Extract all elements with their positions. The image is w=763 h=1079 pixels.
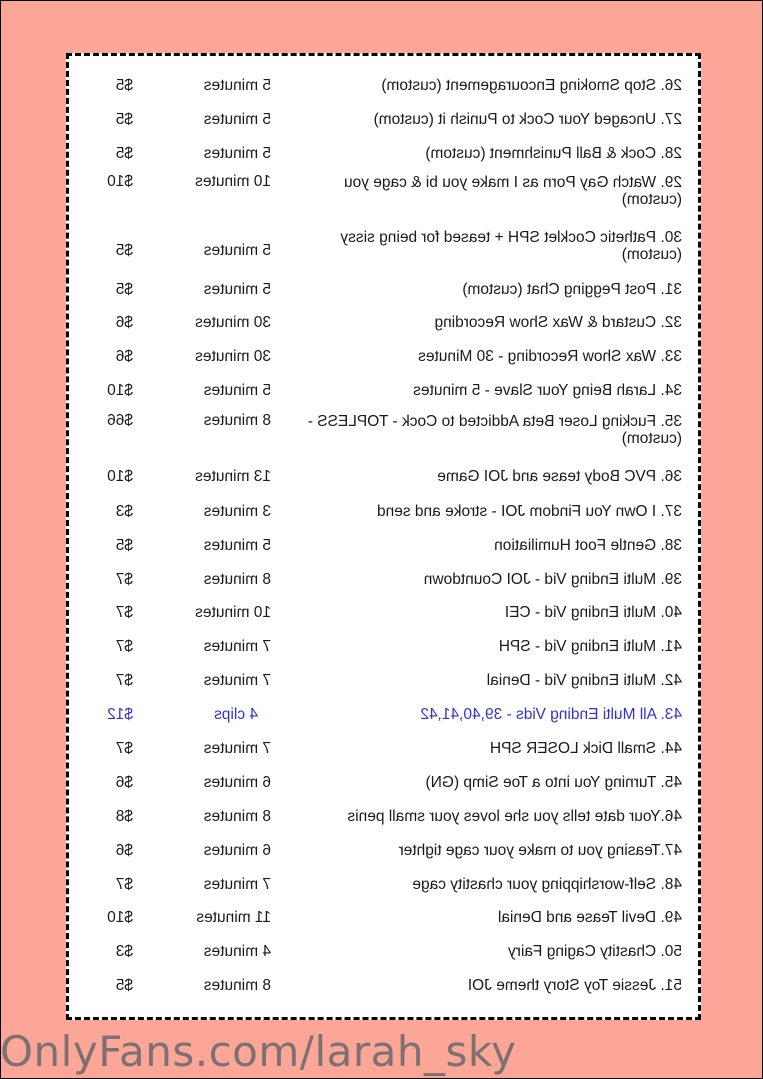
item-duration: 30 minutes [195,348,271,365]
item-price: $10 [107,468,133,485]
item-title: 50. Chastity Caging Fairy [507,943,682,960]
item-title: 40. Multi Ending Vid - CEI [504,604,682,621]
item-price: $10 [107,909,133,926]
item-price: $5 [115,145,133,162]
item-price: $3 [115,503,133,520]
item-price: $5 [115,537,133,554]
item-duration: 8 minutes [203,808,271,825]
item-title: 42. Multi Ending Vid - Denial [486,672,682,689]
item-duration: 5 minutes [203,111,271,128]
item-price: $3 [115,943,133,960]
item-title: 43. All Multi Ending Vids - 39,40,41,42 [420,706,682,723]
item-price: $5 [115,111,133,128]
item-title: 46.Your date tells you she loves your small penis [347,808,682,825]
item-duration: 10 minutes [195,173,271,190]
item-price: $5 [115,77,133,94]
item-price: $7 [115,740,133,757]
item-title: 34. Larah Being Your Slave - 5 minutes [413,382,682,399]
item-duration: 4 clips [214,706,258,723]
item-duration: 7 minutes [203,876,271,893]
item-price: $7 [115,571,133,588]
item-title: 28. Cock & Ball Punishment (custom) [425,145,682,162]
item-title: 32. Custard & Wax Show Recording [434,314,682,331]
item-title: 37. I Own You Findom JOI - stroke and send [377,503,682,520]
item-duration: 5 minutes [203,382,271,399]
price-list-card [66,53,701,1020]
item-duration: 3 minutes [203,503,271,520]
item-price: $7 [115,876,133,893]
item-duration: 8 minutes [203,412,271,429]
item-price: $6 [115,348,133,365]
item-title: 31. Post Pegging Chat (custom) [462,281,682,298]
item-price: $7 [115,638,133,655]
item-duration: 5 minutes [203,242,271,259]
item-title: 49. Devil Tease and Denial [497,909,682,926]
item-duration: 4 minutes [203,943,271,960]
item-price: $6 [115,774,133,791]
item-title: 30. Pathetic Cocklet SPH + teased for being sissy (custom) [340,229,682,263]
item-price: $10 [107,173,133,190]
item-price: $12 [107,706,133,723]
item-title: 35. Fucking Loser Beta Addicted to Cock - TOPLESS - (custom) [307,413,682,447]
item-title: 44. Small Dick LOSER SPH [489,740,682,757]
item-duration: 5 minutes [203,281,271,298]
item-title: 45. Turning You into a Toe Simp (GN) [425,774,682,791]
item-duration: 7 minutes [203,672,271,689]
item-duration: 5 minutes [203,77,271,94]
item-price: $10 [107,382,133,399]
item-price: $5 [115,281,133,298]
item-duration: 7 minutes [203,740,271,757]
item-duration: 10 minutes [195,604,271,621]
item-title: 38. Gentle Foot Humiliation [494,537,682,554]
item-price: $5 [115,242,133,259]
item-title: 48. Self-worshipping your chastity cage [412,876,682,893]
item-title: 51. Jessie Toy Story theme JOI [467,977,682,994]
item-price: $66 [107,412,133,429]
item-duration: 5 minutes [203,537,271,554]
item-title: 36. PVC Body tease and JOI Game [437,468,682,485]
item-duration: 11 minutes [196,909,271,926]
watermark: OnlyFans.com/larah_sky [0,1027,517,1076]
item-duration: 6 minutes [203,842,271,859]
item-title: 41. Multi Ending Vid - SPH [498,638,682,655]
item-title: 29. Watch Gay Porn as I make you bi & cage you (custom) [343,174,682,208]
mirrored-price-list [69,56,698,1017]
item-duration: 8 minutes [203,571,271,588]
item-duration: 13 minutes [195,468,271,485]
item-title: 33. Wax Show Recording - 30 Minutes [418,348,682,365]
item-duration: 6 minutes [203,774,271,791]
item-duration: 7 minutes [203,638,271,655]
item-price: $5 [115,977,133,994]
item-title: 47.Teasing you to make your cage tighter [398,842,682,859]
item-duration: 8 minutes [203,977,271,994]
item-title: 27. Uncaged Your Cock to Punish it (custom) [373,111,682,128]
item-duration: 5 minutes [203,145,271,162]
item-title: 39. Multi Ending Vid - JOI Countdown [423,571,682,588]
item-price: $8 [115,808,133,825]
item-price: $6 [115,842,133,859]
item-duration: 30 minutes [195,314,271,331]
item-price: $7 [115,604,133,621]
item-price: $7 [115,672,133,689]
item-price: $6 [115,314,133,331]
item-title: 26. Stop Smoking Encouragement (custom) [381,77,682,94]
